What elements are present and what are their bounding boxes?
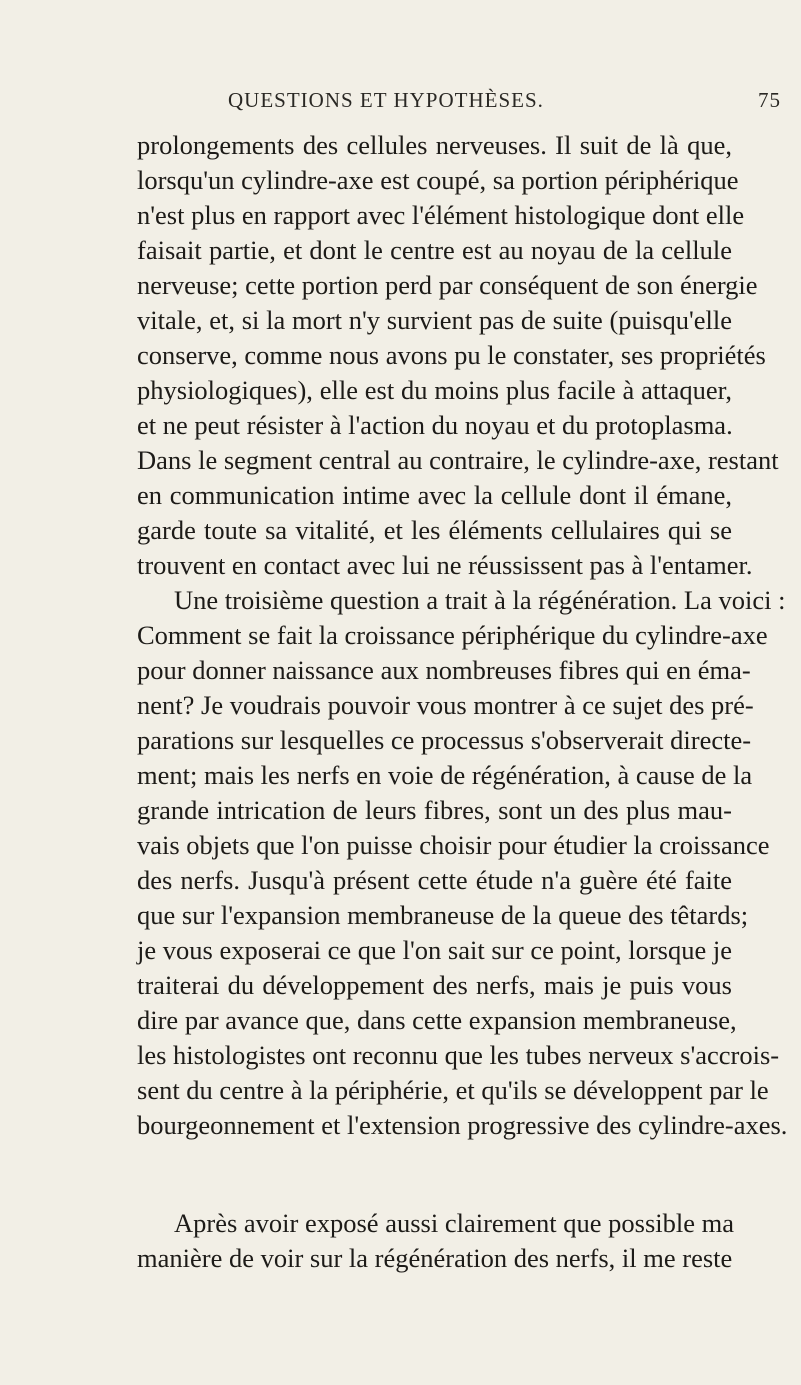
text-line: vais objets que l'on puisse choisir pour étudier la croissance <box>137 830 770 860</box>
text-line: Après avoir exposé aussi clairement que possible ma <box>174 1208 735 1238</box>
text-line: que sur l'expansion membraneuse de la queue des têtards; <box>137 900 749 930</box>
text-line: Comment se fait la croissance périphérique du cylindre-axe <box>137 620 768 650</box>
text-line: Une troisième question a trait à la régénération. La voici : <box>174 585 786 615</box>
running-title: QUESTIONS ET HYPOTHÈSES. <box>228 88 544 112</box>
text-line: les histologistes ont reconnu que les tubes nerveux s'accrois- <box>137 1040 780 1070</box>
text-line: ment; mais les nerfs en voie de régénération, à cause de la <box>137 760 753 790</box>
text-line: sent du centre à la périphérie, et qu'ils se développent par le <box>137 1075 769 1105</box>
text-line: grande intrication de leurs fibres, sont un des plus mau- <box>137 795 732 825</box>
text-line: trouvent en contact avec lui ne réussissent pas à l'entamer. <box>137 550 753 580</box>
text-line: en communication intime avec la cellule dont il émane, <box>137 480 732 510</box>
text-line: et ne peut résister à l'action du noyau et du protoplasma. <box>137 410 733 440</box>
text-line: prolongements des cellules nerveuses. Il suit de là que, <box>137 130 732 160</box>
text-line: parations sur lesquelles ce processus s'observerait directe- <box>137 725 752 755</box>
text-line: je vous exposerai ce que l'on sait sur ce point, lorsque je <box>137 935 732 965</box>
text-line: physiologiques), elle est du moins plus facile à attaquer, <box>137 375 732 405</box>
text-line: nent? Je voudrais pouvoir vous montrer à ce sujet des pré- <box>137 690 754 720</box>
text-line: faisait partie, et dont le centre est au noyau de la cellule <box>137 235 732 265</box>
text-line: bourgeonnement et l'extension progressive des cylindre-axes. <box>137 1110 788 1140</box>
text-line: traiterai du développement des nerfs, mais je puis vous <box>137 970 732 1000</box>
text-line: dire par avance que, dans cette expansion membraneuse, <box>137 1005 737 1035</box>
text-line: lorsqu'un cylindre-axe est coupé, sa portion périphérique <box>137 165 739 195</box>
text-line: manière de voir sur la régénération des nerfs, il me reste <box>137 1243 733 1273</box>
running-head <box>228 88 781 113</box>
text-line: garde toute sa vitalité, et les éléments cellulaires qui se <box>137 515 732 545</box>
text-line: vitale, et, si la mort n'y survient pas de suite (puisqu'elle <box>137 305 732 335</box>
text-line: des nerfs. Jusqu'à présent cette étude n'a guère été faite <box>137 865 732 895</box>
text-line: pour donner naissance aux nombreuses fibres qui en éma- <box>137 655 751 685</box>
text-line: nerveuse; cette portion perd par conséquent de son énergie <box>137 270 758 300</box>
text-line: Dans le segment central au contraire, le cylindre-axe, restant <box>137 445 779 475</box>
text-line: n'est plus en rapport avec l'élément histologique dont elle <box>137 200 745 230</box>
page-number: 75 <box>758 88 781 112</box>
text-line: conserve, comme nous avons pu le constater, ses propriétés <box>137 340 766 370</box>
